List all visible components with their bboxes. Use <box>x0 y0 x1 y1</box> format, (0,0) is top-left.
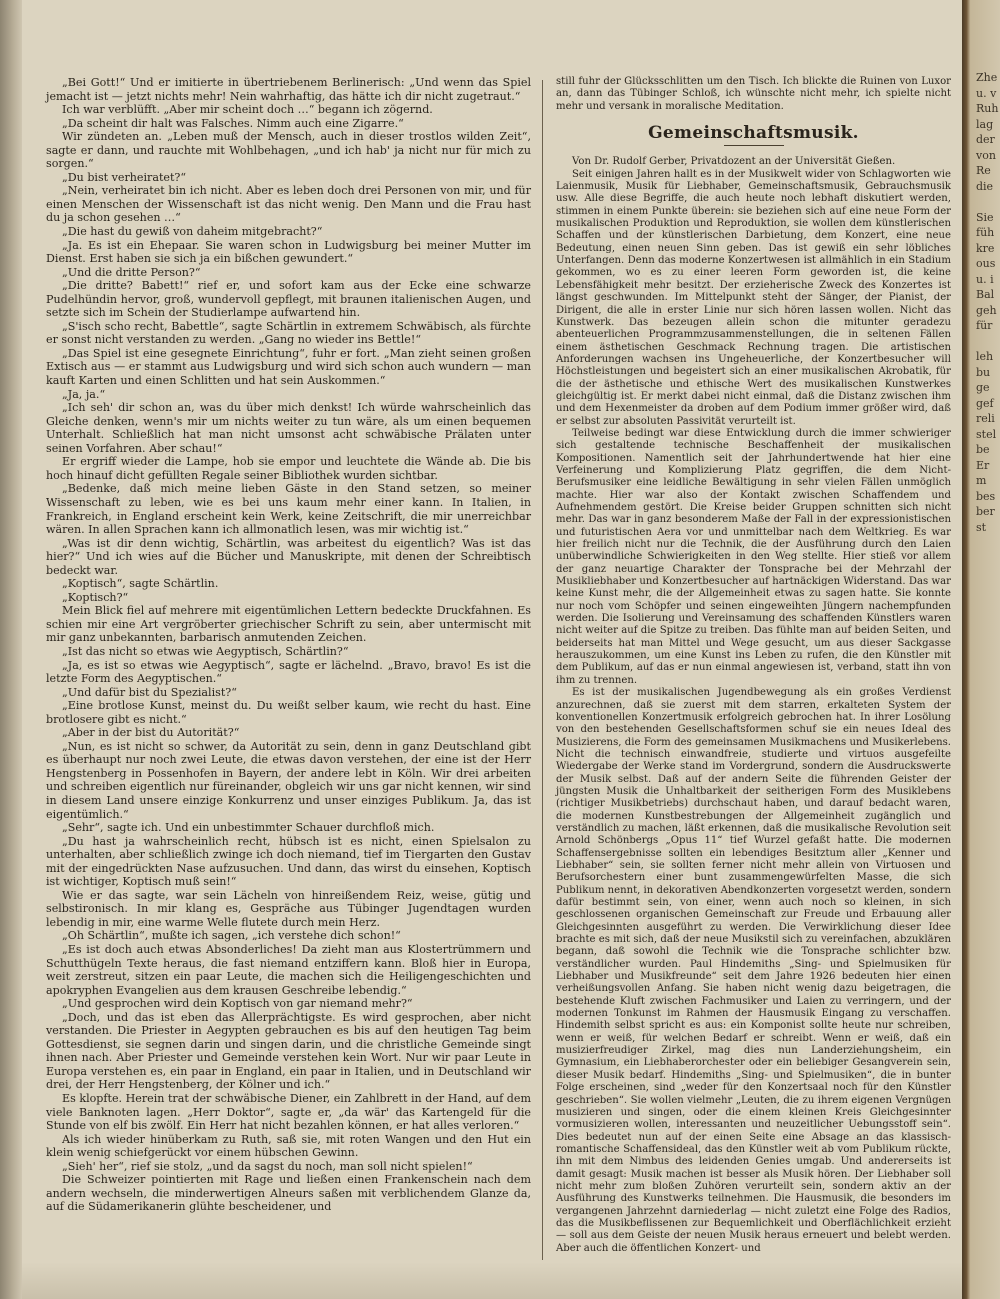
story-paragraph: „Du hast ja wahrscheinlich recht, hübsch ist es nicht, einen Spielsalon zu unterhalten, aber schließlich zwinge ich doch niemand, tief im Tiergarten den Gustav mit der eingedrückten Nase aufzusuchen. Und dann, das wirst du einsehen, Koptisch ist wichtiger, Koptisch muß sein!“ <box>46 834 531 889</box>
next-page-edge <box>962 0 1000 1299</box>
story-paragraph: Ich war verblüfft. „Aber mir scheint doch …“ begann ich zögernd. <box>62 103 433 117</box>
story-paragraph: Wir zündeten an. „Leben muß der Mensch, auch in dieser trostlos wilden Zeit“, sagte er dann, und rauchte mit Wohlbehagen, „und ich hab' ja nicht nur für mich zu sorgen.“ <box>46 130 531 171</box>
music-article-column <box>556 76 951 1255</box>
book-spine-left <box>0 0 22 1299</box>
heading-rule <box>724 145 784 146</box>
next-page-edge-text: Zhe u. v Ruh lag der von Re die Sie füh kre ous u. i Bal geh für leh bu ge gef reli stel be Er m bes ber st <box>976 71 999 534</box>
story-paragraph: „Bei Gott!“ Und er imitierte in übertriebenem Berlinerisch: „Und wenn das Spiel jemacht ist — jetzt nichts mehr! Nein wahrhaftig, das hätte ich dir nicht zugetraut.“ <box>46 76 531 103</box>
story-paragraph: „Es ist doch auch etwas Absonderliches! Da zieht man aus Klostertrümmern und Schutthügeln Texte heraus, die fast niemand entziffern kann. Bloß hier in Europa, weit zerstreut, sitzen ein paar Leute, die machen sich die Heiligengeschichten und apokryphen Evangelien aus dem krausen Geschreibe lebendig.“ <box>46 943 531 997</box>
story-paragraph: „Bedenke, daß mich meine lieben Gäste in den Stand setzen, so meiner Wissenschaft zu leben, wie es bei uns kaum mehr einer kann. In Italien, in Frankreich, in England erscheint kein Werk, keine Zeitschrift, die mir unerreichbar wären. In allen Sprachen kann ich allmonatlich lesen, was mir wichtig ist.“ <box>46 482 531 537</box>
story-paragraph: „Da scheint dir halt was Falsches. Nimm auch eine Zigarre.“ <box>62 116 404 130</box>
story-paragraph: Es klopfte. Herein trat der schwäbische Diener, ein Zahlbrett in der Hand, auf dem viele Banknoten lagen. „Herr Doktor“, sagte er, „da wär' das Kartengeld für die Stunde von elf bis zwölf. Ein Herr hat nicht bezahlen können, er hat alles verloren.“ <box>46 1092 531 1133</box>
story-paragraph: „Und die dritte Person?“ <box>62 265 201 279</box>
story-paragraph: „Nun, es ist nicht so schwer, da Autorität zu sein, denn in ganz Deutschland gibt es überhaupt nur noch zwei Leute, die etwas davon verstehen, der eine ist der Herr Hengstenberg in Possenhofen in Bayern, der andere lebt in Köln. Wir drei arbeiten und schreiben eigentlich nur füreinander, obgleich wir uns gar nicht kennen, wir sind in diesem Land unsere einzige Konkurrenz und unser einziges Publikum. Ja, das ist eigentümlich.“ <box>46 739 531 821</box>
story-paragraph: „Koptisch“, sagte Schärtlin. <box>62 577 219 591</box>
story-paragraph: „Koptisch?“ <box>62 590 129 604</box>
story-paragraph: Mein Blick fiel auf mehrere mit eigentümlichen Lettern bedeckte Druckfahnen. Es schien mir eine Art vergröberter griechischer Schrift zu sein, aber untermischt mit mir ganz unbekannten, barbarisch anmutenden Zeichen. <box>46 604 531 645</box>
story-paragraph: „Du bist verheiratet?“ <box>62 170 187 184</box>
article-paragraph: Seit einigen Jahren hallt es in der Musikwelt wider von Schlagworten wie Laienmusik, Musik für Liebhaber, Gemeinschaftsmusik, Gebrauchsmusik usw. Alle diese Begriffe, die auch heute noch lebhaft diskutiert werden, stimmen in einem Punkte überein: sie beziehen sich auf eine neue Form der musikalischen Produktion und Reproduktion, sie wollen dem künstlerischen Schaffen und der künstlerischen Darbietung, dem Konzert, eine neue Bedeutung, einen neuen Sinn geben. Das ist gewiß ein sehr löbliches Unterfangen. Denn das moderne Konzertwesen ist allmählich in ein Stadium gekommen, wo es zu einer leeren Form geworden ist, die keine Lebensfähigkeit mehr besitzt. Der erzieherische Zweck des Konzertes ist längst geschwunden. Im Mittelpunkt steht der Sänger, der Pianist, der Dirigent, die alle in erster Linie nur sich hören lassen wollen. Nicht das Kunstwerk. Das bezeugen allein schon die mitunter geradezu abenteuerlichen Programmzusammenstellungen, die in seltenen Fällen einem ästhetischen Geschmack Rechnung tragen. Die artistischen Anforderungen wachsen ins Ungeheuerliche, der Konzertbesucher will Höchstleistungen und begeistert sich an einer musikalischen Akrobatik, für die der ästhetische und ethische Wert des musikalischen Kunstwerkes gleichgültig ist. Er merkt dabei nicht einmal, daß die Distanz zwischen ihm und dem Hexenmeister da droben auf dem Podium immer größer wird, daß er selbst zur absoluten Passivität verurteilt ist. <box>556 168 951 427</box>
story-paragraph: „Das Spiel ist eine gesegnete Einrichtung“, fuhr er fort. „Man zieht seinen großen Extisch aus — er stammt aus Ludwigsburg und wird sich schon auch wundern — man kauft Karten und einen Schlitten und hat sein Auskommen.“ <box>46 346 531 388</box>
story-paragraph: Er ergriff wieder die Lampe, hob sie empor und leuchtete die Wände ab. Die bis hoch hinauf dicht gefüllten Regale seiner Bibliothek wurden sichtbar. <box>46 455 531 482</box>
story-paragraph: „Die dritte? Babett!“ rief er, und sofort kam aus der Ecke eine schwarze Pudelhündin hervor, groß, wundervoll gepflegt, mit braunen italienischen Augen, und setzte sich im Schein der Studierlampe aufwartend hin. <box>46 279 531 320</box>
story-continuation: still fuhr der Glücksschlitten um den Tisch. Ich blickte die Ruinen von Luxor an, dann das Tübinger Schloß, ich wünschte nicht mehr, ich spielte nicht mehr und versank in moralische Meditation. <box>556 76 951 112</box>
story-paragraph: „Oh Schärtlin“, mußte ich sagen, „ich verstehe dich schon!“ <box>62 929 401 943</box>
article-heading: Gemeinschaftsmusik. <box>648 123 859 144</box>
article-body <box>556 169 951 1255</box>
story-paragraph: „Ist das nicht so etwas wie Aegyptisch, Schärtlin?“ <box>62 644 349 658</box>
story-paragraph: „S'isch scho recht, Babettle“, sagte Schärtlin in extremem Schwäbisch, als fürchte er sonst nicht verstanden zu werden. „Gang no wieder ins Bettle!“ <box>46 319 531 347</box>
story-paragraph: „Was ist dir denn wichtig, Schärtlin, was arbeitest du eigentlich? Was ist das hier?“ Und ich wies auf die Bücher und Manuskripte, mit denen der Schreibtisch bedeckt war. <box>46 536 531 577</box>
story-paragraph: „Und dafür bist du Spezialist?“ <box>62 685 237 699</box>
story-paragraph: „Ja. Es ist ein Ehepaar. Sie waren schon in Ludwigsburg bei meiner Mutter im Dienst. Erst haben sie sich ja ein bißchen gewundert.“ <box>46 238 531 266</box>
story-paragraph: „Ja, es ist so etwas wie Aegyptisch“, sagte er lächelnd. „Bravo, bravo! Es ist die letzte Form des Aegyptischen.“ <box>46 658 531 686</box>
story-paragraph: „Ich seh' dir schon an, was du über mich denkst! Ich würde wahrscheinlich das Gleiche denken, wenn's mir um nichts weiter zu tun wäre, als um einen bequemen Unterhalt. Schließlich hat man nicht umsonst acht schwäbische Prälaten unter seinen Vorfahren. Aber schau!“ <box>46 401 531 455</box>
story-paragraph: „Eine brotlose Kunst, meinst du. Du weißt selber kaum, wie recht du hast. Eine brotlosere gibt es nicht.“ <box>46 699 531 726</box>
story-paragraph: „Nein, verheiratet bin ich nicht. Aber es leben doch drei Personen von mir, und für einen Menschen der Wissenschaft ist das nicht wenig. Den Mann und die Frau hast du ja schon gesehen …“ <box>46 184 531 225</box>
story-paragraph: Als ich wieder hinüberkam zu Ruth, saß sie, mit roten Wangen und den Hut ein klein wenig schiefgerückt vor einem hübschen Gewinn. <box>46 1132 531 1160</box>
column-divider <box>542 80 543 1260</box>
story-paragraph: „Und gesprochen wird dein Koptisch von gar niemand mehr?“ <box>62 997 413 1011</box>
story-paragraph: „Ja, ja.“ <box>62 387 106 401</box>
page-bottom-edge <box>22 1262 962 1299</box>
story-paragraph: Die Schweizer pointierten mit Rage und ließen einen Frankenschein nach dem andern wechseln, die minderwertigen Alneurs saßen mit verblichendem Glanze da, auf die Südamerikanerin glühte bescheidener, und <box>46 1173 531 1214</box>
story-paragraph: „Die hast du gewiß von daheim mitgebracht?“ <box>62 225 323 239</box>
article-paragraph: Teilweise bedingt war diese Entwicklung durch die immer schwieriger sich gestaltende technische Beschaffenheit der musikalischen Kompositionen. Namentlich seit der Jahrhundertwende hat hier eine Verfeinerung und Komplizierung Platz gegriffen, die dem Nicht-Berufsmusiker eine leidliche Bewältigung in sehr vielen Fällen unmöglich machte. Hier war also der Kontakt zwischen Schaffendem und Aufnehmendem gestört. Die Kreise beider Gruppen schnitten sich nicht mehr. Das war in ganz besonderem Maße der Fall in der expressionistischen und futuristischen Aera vor und unmittelbar nach dem Weltkrieg. Es war hier freilich nicht nur die Technik, die der Ausführung durch den Laien unüberwindliche Schwierigkeiten in den Weg stellte. Hier stieß vor allem der ganz neuartige Charakter der Tonsprache bei der Mehrzahl der Musikliebhaber und Konzertbesucher auf hartnäckigen Widerstand. Das war keine Kunst mehr, die der Allgemeinheit etwas zu sagen hatte. Sie konnte nur noch vom Schöpfer und seinen eingeweihten Jüngern nachempfunden werden. Die Isolierung und Vereinsamung des schaffenden Künstlers waren nicht weiter auf die Spitze zu treiben. Das fühlte man auf beiden Seiten, und beiderseits hat man Mittel und Wege gesucht, um aus dieser Sackgasse herauszukommen, um eine Kunst ins Leben zu rufen, die den Künstler mit dem Publikum, auf das er nun einmal angewiesen ist, verband, statt ihn von ihm zu trennen. <box>556 427 951 686</box>
story-paragraph: Wie er das sagte, war sein Lächeln von hinreißendem Reiz, weise, gütig und selbstironisch. In mir klang es, Gespräche aus Tübinger Jugendtagen wurden lebendig in mir, eine warme Welle flutete durch mein Herz. <box>46 888 531 929</box>
story-column <box>46 76 531 1214</box>
story-paragraph: „Sehr“, sagte ich. Und ein unbestimmter Schauer durchfloß mich. <box>62 821 435 835</box>
story-paragraph: „Aber in der bist du Autorität?“ <box>62 726 240 740</box>
article-paragraph: Es ist der musikalischen Jugendbewegung als ein großes Verdienst anzurechnen, daß sie zuerst mit dem starren, erkalteten System der konventionellen Konzertmusik erfolgreich gebrochen hat. In ihrer Losölung von den bestehenden Gesellschaftsformen schuf sie ein neues Ideal des Musizierens, die Form des gemeinsamen Musikmachens und Musikerlebens. Nicht die technisch einwandfreie, studierte und virtuos ausgefeilte Wiedergabe der Werke stand im Vordergrund, sondern die Ausdruckswerte der Musik selbst. Daß auf der andern Seite die führenden Geister der jüngsten Musik die Unhaltbarkeit der seitherigen Form des Musiklebens (richtiger Musikbetriebs) durchschaut haben, und darauf bedacht waren, die modernen Kunstbestrebungen der Allgemeinheit zugänglich und verständlich zu machen, läßt erkennen, daß die musikalische Revolution seit Arnold Schönbergs „Opus 11“ tief Wurzel gefaßt hatte. Die modernen Schaffensergebnisse sollten ein lebendiges Besitztum aller „Kenner und Liebhaber“ sein, sie sollten ferner nicht mehr allein von Virtuosen und Berufsorchestern einer bunt zusammengewürfelten Masse, die sich Publikum nennt, in dekorativen Abendkonzerten vorgesetzt werden, sondern dafür bestimmt sein, von einer, wenn auch noch so kleinen, in sich geschlossenen organischen Gemeinschaft zur Freude und Erbauung aller Gleichgesinnten ausgeführt zu werden. Die Verwirklichung dieser Idee brachte es mit sich, daß der neue Musikstil sich zu vereinfachen, abzuklären begann, daß sowohl die Technik wie die Tonsprache schlichter bzw. verständlicher wurden. Paul Hindemiths „Sing- und Spielmusiken für Liebhaber und Musikfreunde“ seit dem Jahre 1926 bedeuten hier einen verheißungsvollen Anfang. Sie haben nicht wenig dazu beigetragen, die bestehende Kluft zwischen Fachmusiker und Laien zu verringern, und der modernen Tonkunst im Rahmen der Hausmusik Eingang zu verschaffen. Hindemith selbst spricht es aus: ein Komponist sollte heute nur schreiben, wenn er weiß, für welchen Bedarf er schreibt. Wenn er weiß, daß ein musizierfreudiger Zirkel, mag dies nun Landerziehungsheim, ein Gymnasium, ein Liebhaberorchester oder ein beliebiger Gesangverein sein, dieser Musik bedarf. Hindemiths „Sing- und Spielmusiken“, die in bunter Folge erscheinen, sind „weder für den Konzertsaal noch für den Künstler geschrieben“. Sie wollen vielmehr „Leuten, die zu ihrem eigenen Vergnügen musizieren und singen, oder die einem kleinen Kreis Gleichgesinnter vormusizieren wollen, interessanten und neuzeitlicher Uebungsstoff sein“. Dies bedeutet nun auf der einen Seite eine Absage an das klassisch-romantische Schaffensideal, das den Künstler weit ab vom Publikum rückte, ihn mit dem Nimbus des leidenden Genies umgab. Und andererseits ist damit gesagt: Musik machen ist besser als Musik hören. Der Liebhaber soll nicht mehr zum bloßen Zuhören verurteilt sein, sondern aktiv an der Ausführung des Kunstwerks teilnehmen. Die Hausmusik, die besonders im vergangenen Jahrzehnt darniederlag — nicht zuletzt eine Folge des Radios, das die Musikbeflissenen zur Bequemlichkeit und Oberflächlichkeit erzieht — soll aus dem Geiste der neuen Musik heraus erneuert und belebt werden. Aber auch die öffentlichen Konzert- und <box>556 687 952 1254</box>
story-paragraph: „Sieh' her“, rief sie stolz, „und da sagst du noch, man soll nicht spielen!“ <box>62 1159 473 1173</box>
story-paragraph: „Doch, und das ist eben das Allerprächtigste. Es wird gesprochen, aber nicht verstanden. Die Priester in Aegypten gebrauchen es bis auf den heutigen Tag beim Gottesdienst, sie segnen darin und singen darin, und die christliche Gemeinde singt ihnen nach. Aber Priester und Gemeinde verstehen kein Wort. Nur wir paar Leute in Europa verstehen es, ein paar in England, ein paar in Italien, und in Deutschland wir drei, der Herr Hengstenberg, der Kölner und ich.“ <box>46 1010 531 1092</box>
article-byline: Von Dr. Rudolf Gerber, Privatdozent an der Universität Gießen. <box>572 156 896 168</box>
